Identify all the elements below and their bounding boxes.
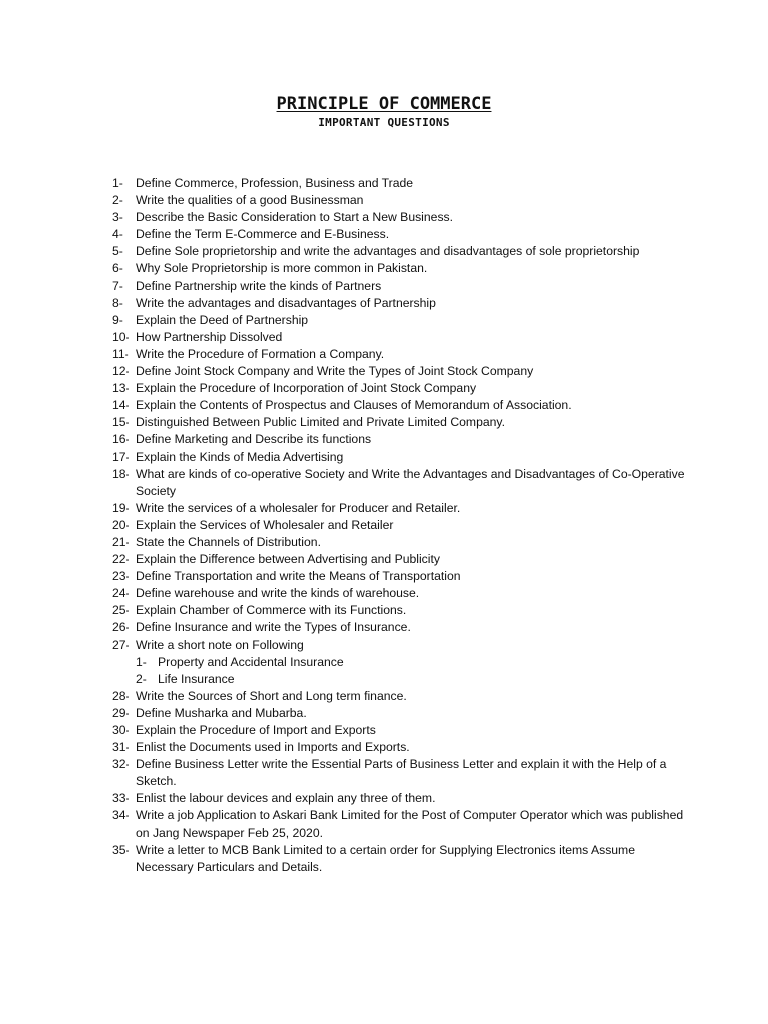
question-text: Explain the Procedure of Incorporation of Joint Stock Company [136,381,477,396]
sub-question-item [112,654,692,671]
question-item [112,739,692,756]
question-number: 19- [112,500,130,515]
question-item [112,842,692,876]
sub-question-item [112,671,692,688]
question-text: Explain the Contents of Prospectus and Clauses of Memorandum of Association. [136,398,572,413]
question-text: Explain Chamber of Commerce with its Functions. [136,603,407,618]
question-item [112,585,692,602]
question-item [112,329,692,346]
question-text: What are kinds of co-operative Society and Write the Advantages and Disadvantages of Co-Operative Society [136,466,685,498]
question-text: Explain the Deed of Partnership [136,312,309,327]
question-item [112,619,692,636]
question-text: Define Partnership write the kinds of Partners [136,278,382,293]
question-number: 7- [112,278,123,293]
question-text: Define Insurance and write the Types of Insurance. [136,620,411,635]
question-number: 28- [112,688,130,703]
sub-question-number: 2- [136,671,147,686]
question-number: 9- [112,312,123,327]
question-item [112,637,692,654]
sub-question-body [136,671,692,688]
question-number: 34- [112,808,130,823]
question-text: Define Musharka and Mubarba. [136,705,307,720]
question-item [112,466,692,500]
question-item [112,209,692,226]
question-number: 16- [112,432,130,447]
question-item [112,192,692,209]
sub-question-body [136,654,692,671]
question-text: Write a letter to MCB Bank Limited to a certain order for Supplying Electronics items Assume Necessary Particulars and Details. [136,842,635,874]
question-item [112,551,692,568]
question-number: 12- [112,364,130,379]
question-item [112,602,692,619]
question-text: Describe the Basic Consideration to Start a New Business. [136,210,454,225]
question-text: Define warehouse and write the kinds of warehouse. [136,586,420,601]
question-item [112,312,692,329]
question-number: 8- [112,295,123,310]
question-item [112,449,692,466]
question-item [112,260,692,277]
question-item [112,705,692,722]
question-number: 18- [112,466,130,481]
question-item [112,363,692,380]
question-number: 17- [112,449,130,464]
question-item [112,414,692,431]
question-text: Define Commerce, Profession, Business and Trade [136,176,414,190]
question-text: Define Joint Stock Company and Write the Types of Joint Stock Company [136,364,534,379]
question-text: Write the services of a wholesaler for Producer and Retailer. [136,500,461,515]
question-number: 25- [112,603,130,618]
question-item [112,431,692,448]
question-item [112,756,692,790]
question-text: Write a job Application to Askari Bank Limited for the Post of Computer Operator which was published on Jang Newspaper Feb 25, 2020. [136,808,684,840]
question-text: Define Sole proprietorship and write the advantages and disadvantages of sole proprietorship [136,244,640,259]
question-number: 29- [112,705,130,720]
question-number: 33- [112,791,130,806]
question-item [112,688,692,705]
question-item [112,568,692,585]
question-number: 5- [112,244,123,259]
question-number: 21- [112,534,130,549]
question-item [112,722,692,739]
question-number: 30- [112,723,130,737]
question-number: 1- [112,176,123,190]
question-number: 10- [112,329,130,344]
question-item [112,226,692,243]
question-text: Define Transportation and write the Means of Transportation [136,569,461,584]
question-item [112,278,692,295]
page-subtitle: IMPORTANT QUESTIONS [318,116,450,129]
question-text: Write the Sources of Short and Long term finance. [136,688,407,703]
question-number: 27- [112,637,130,652]
question-text: Enlist the labour devices and explain any three of them. [136,791,436,806]
page-title-text: PRINCIPLE OF COMMERCE [276,94,492,114]
question-item [112,346,692,363]
question-number: 22- [112,552,130,567]
sub-indent [112,671,136,688]
question-number: 4- [112,227,123,242]
question-text: Explain the Services of Wholesaler and Retailer [136,517,394,532]
question-text: Enlist the Documents used in Imports and Exports. [136,740,410,755]
sub-question-text: Property and Accidental Insurance [158,654,344,669]
question-text: Write the Procedure of Formation a Company. [136,346,385,361]
question-text: Explain the Difference between Advertising and Publicity [136,552,440,567]
question-item [112,500,692,517]
question-number: 15- [112,415,130,430]
question-number: 35- [112,842,130,857]
question-text: Explain the Procedure of Import and Exports [136,723,376,737]
question-number: 24- [112,586,130,601]
question-item [112,295,692,312]
question-item [112,517,692,534]
question-list [112,175,692,876]
question-number: 31- [112,740,130,755]
question-text: Define Business Letter write the Essential Parts of Business Letter and explain it with the Help of a Sketch. [136,757,667,789]
question-text: How Partnership Dissolved [136,329,283,344]
page-title [0,92,768,116]
question-number: 32- [112,757,130,772]
question-number: 20- [112,517,130,532]
sub-question-number: 1- [136,654,147,669]
question-item [112,807,692,841]
question-text: Distinguished Between Public Limited and Private Limited Company. [136,415,505,430]
question-number: 13- [112,381,130,396]
question-text: Explain the Kinds of Media Advertising [136,449,344,464]
question-number: 23- [112,569,130,584]
question-item [112,175,692,192]
question-text: State the Channels of Distribution. [136,534,321,549]
question-number: 6- [112,261,123,276]
question-item [112,397,692,414]
question-text: Define the Term E-Commerce and E-Business. [136,227,390,242]
question-text: Write the qualities of a good Businessman [136,193,364,208]
question-item [112,380,692,397]
sub-question-text: Life Insurance [158,671,235,686]
question-item [112,790,692,807]
question-text: Define Marketing and Describe its functions [136,432,372,447]
question-number: 26- [112,620,130,635]
question-text: Write a short note on Following [136,637,304,652]
question-item [112,243,692,260]
question-number: 3- [112,210,123,225]
question-number: 2- [112,193,123,208]
question-text: Write the advantages and disadvantages of Partnership [136,295,436,310]
question-number: 14- [112,398,130,413]
sub-indent [112,654,136,671]
question-text: Why Sole Proprietorship is more common in Pakistan. [136,261,428,276]
question-number: 11- [112,346,129,361]
question-item [112,534,692,551]
